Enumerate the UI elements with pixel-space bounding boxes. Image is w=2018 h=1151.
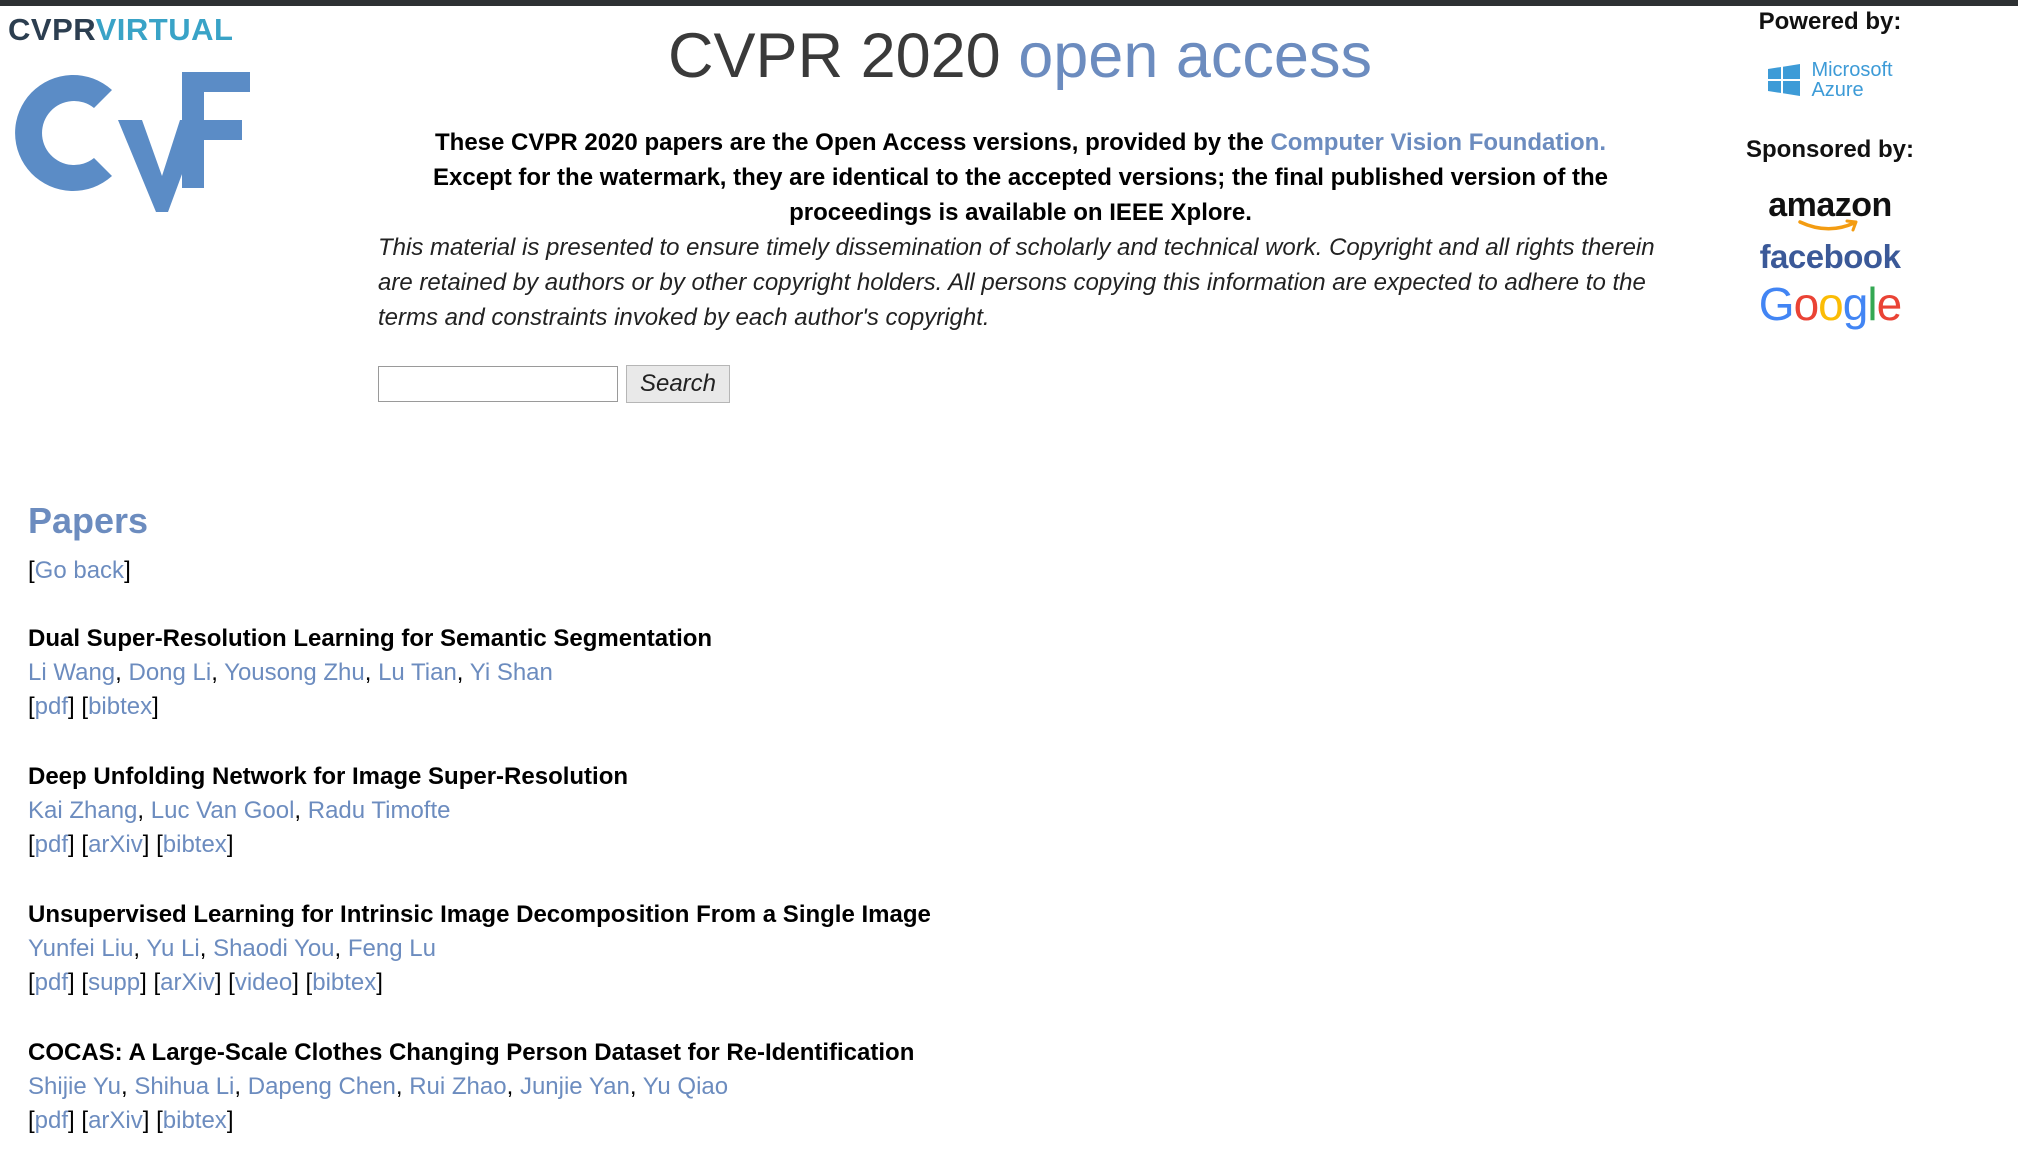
video-link[interactable]: video — [234, 969, 293, 996]
author-link[interactable]: Yu Qiao — [642, 1073, 729, 1100]
go-back-link[interactable]: Go back — [34, 557, 125, 584]
supp-link[interactable]: supp — [88, 969, 141, 996]
arxiv-link[interactable]: arXiv — [88, 831, 143, 858]
cvf-link[interactable]: Computer Vision Foundation. — [1270, 129, 1606, 156]
google-letter: G — [1758, 278, 1794, 330]
paper-authors: Yunfei Liu, Yu Li, Shaodi You, Feng Lu — [28, 935, 436, 962]
paper-entry — [28, 624, 1628, 724]
cvpr-virtual-wordmark — [8, 12, 233, 48]
paper-title[interactable]: Dual Super-Resolution Learning for Semantic Segmentation — [28, 625, 713, 652]
author-link[interactable]: Dapeng Chen — [247, 1073, 396, 1100]
pdf-link[interactable]: pdf — [34, 1107, 69, 1134]
paper-title[interactable]: Unsupervised Learning for Intrinsic Image Decomposition From a Single Image — [28, 901, 931, 928]
paper-authors: Shijie Yu, Shihua Li, Dapeng Chen, Rui Zhao, Junjie Yan, Yu Qiao — [28, 1073, 729, 1100]
author-link[interactable]: Yousong Zhu — [224, 659, 365, 686]
amazon-wordmark: amazon — [1768, 186, 1892, 224]
author-link[interactable]: Dong Li — [128, 659, 212, 686]
author-link[interactable]: Lu Tian — [378, 659, 457, 686]
author-link[interactable]: Shijie Yu — [28, 1073, 121, 1100]
google-letter: l — [1867, 278, 1877, 330]
open-access-notice — [378, 125, 1663, 335]
author-link[interactable]: Li Wang — [28, 659, 116, 686]
pdf-link[interactable]: pdf — [34, 831, 69, 858]
paper-links: [pdf] [arXiv] [bibtex] — [28, 831, 234, 858]
pdf-link[interactable]: pdf — [34, 969, 69, 996]
paper-authors: Kai Zhang, Luc Van Gool, Radu Timofte — [28, 797, 451, 824]
azure-line-2: Azure — [1811, 79, 1864, 101]
pdf-link[interactable]: pdf — [34, 693, 69, 720]
author-link[interactable]: Yu Li — [146, 935, 200, 962]
paper-links: [pdf] [supp] [arXiv] [video] [bibtex] — [28, 969, 383, 996]
virtual-wordmark-part: VIRTUAL — [95, 12, 234, 47]
papers-section — [28, 496, 1628, 1138]
author-link[interactable]: Luc Van Gool — [150, 797, 295, 824]
paper-links: [pdf] [arXiv] [bibtex] — [28, 1107, 234, 1134]
author-link[interactable]: Shaodi You — [213, 935, 335, 962]
go-back-line: [Go back] — [28, 557, 131, 584]
google-letter: o — [1818, 278, 1843, 330]
author-link[interactable]: Kai Zhang — [28, 797, 138, 824]
facebook-logo[interactable]: facebook — [1759, 238, 1901, 275]
paper-entry — [28, 1038, 1628, 1138]
google-letter: o — [1793, 278, 1819, 330]
author-link[interactable]: Yi Shan — [469, 659, 553, 686]
arxiv-link[interactable]: arXiv — [160, 969, 215, 996]
author-link[interactable]: Feng Lu — [347, 935, 436, 962]
paper-authors: Li Wang, Dong Li, Yousong Zhu, Lu Tian, Yi Shan — [28, 659, 553, 686]
author-link[interactable]: Radu Timofte — [307, 797, 451, 824]
microsoft-azure-logo[interactable] — [1730, 58, 1930, 102]
sponsored-by-label: Sponsored by: — [1745, 136, 1914, 163]
google-letter: g — [1842, 278, 1868, 330]
author-link[interactable]: Junjie Yan — [519, 1073, 630, 1100]
amazon-smile-icon — [1798, 219, 1862, 235]
author-link[interactable]: Yunfei Liu — [28, 935, 134, 962]
author-link[interactable]: Rui Zhao — [409, 1073, 507, 1100]
copyright-notice: This material is presented to ensure timely dissemination of scholarly and technical work. Copyright and all rights therein are retained by authors or by other copyright holders. All persons copying this information are expected to adhere to the terms and constraints invoked by each author's copyright. — [378, 234, 1655, 331]
google-logo[interactable] — [1730, 278, 1930, 330]
cvpr-virtual-logo[interactable] — [8, 12, 258, 232]
page-title — [380, 20, 1660, 92]
notice-bold-text-1: These CVPR 2020 papers are the Open Access versions, provided by the — [435, 129, 1271, 156]
bibtex-link[interactable]: bibtex — [312, 969, 377, 996]
powered-by-label: Powered by: — [1758, 8, 1902, 35]
azure-wordmark — [1811, 60, 1892, 100]
author-link[interactable]: Shihua Li — [134, 1073, 235, 1100]
sponsors-panel — [1730, 8, 1930, 330]
notice-bold-text-2: Except for the watermark, they are identical to the accepted versions; the final published version of the proceedings is available on IEEE Xplore. — [433, 164, 1608, 226]
search-form — [378, 365, 730, 403]
notice-bold-paragraph — [378, 125, 1663, 230]
papers-heading: Papers — [28, 500, 149, 541]
windows-icon — [1767, 63, 1801, 97]
paper-title[interactable]: Deep Unfolding Network for Image Super-Resolution — [28, 763, 629, 790]
search-button[interactable]: Search — [626, 365, 730, 403]
paper-links: [pdf] [bibtex] — [28, 693, 159, 720]
paper-entry — [28, 900, 1628, 1000]
page-title-main: CVPR 2020 — [668, 21, 1019, 91]
paper-entry — [28, 762, 1628, 862]
bibtex-link[interactable]: bibtex — [88, 693, 153, 720]
bibtex-link[interactable]: bibtex — [162, 1107, 227, 1134]
cvf-logo-icon — [14, 58, 254, 228]
cvpr-wordmark-part: CVPR — [8, 12, 96, 47]
bibtex-link[interactable]: bibtex — [162, 831, 227, 858]
page-title-accent: open access — [1018, 21, 1372, 91]
paper-title[interactable]: COCAS: A Large-Scale Clothes Changing Person Dataset for Re-Identification — [28, 1039, 915, 1066]
top-bar — [0, 0, 2018, 6]
google-letter: e — [1876, 278, 1902, 330]
amazon-logo[interactable] — [1730, 186, 1930, 232]
azure-line-1: Microsoft — [1811, 59, 1893, 81]
search-input[interactable] — [378, 366, 618, 402]
arxiv-link[interactable]: arXiv — [88, 1107, 143, 1134]
